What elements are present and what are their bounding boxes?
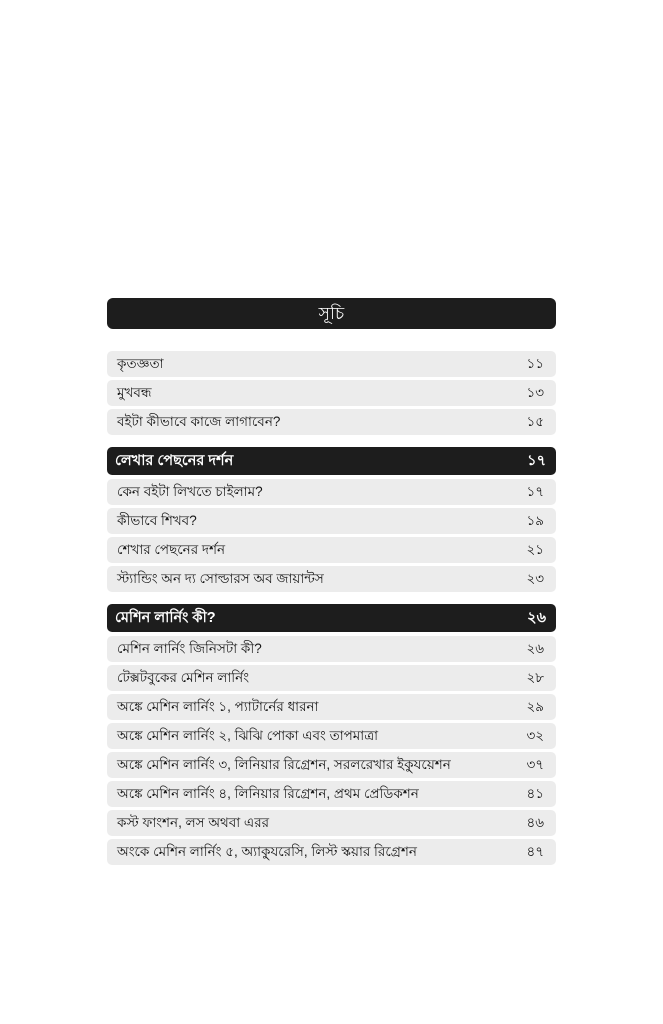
toc-entry-row[interactable] <box>107 380 556 406</box>
toc-entry-row[interactable] <box>107 839 556 865</box>
table-of-contents <box>107 298 556 868</box>
toc-entry-row[interactable] <box>107 479 556 505</box>
toc-entry-label: বইটা কীভাবে কাজে লাগাবেন? <box>117 414 281 430</box>
toc-page-number: ৩২ <box>526 728 544 744</box>
toc-entry-row[interactable] <box>107 566 556 592</box>
toc-page-number: ২৯ <box>526 699 544 715</box>
toc-entry-row[interactable] <box>107 636 556 662</box>
toc-page-number: ২৮ <box>526 670 544 686</box>
toc-entry-row[interactable] <box>107 810 556 836</box>
toc-page-number: ১৭ <box>526 484 544 500</box>
toc-page-number: ২৩ <box>526 571 544 587</box>
toc-entry-label: কেন বইটা লিখতে চাইলাম? <box>117 484 263 500</box>
toc-page-number: ১৭ <box>527 452 546 469</box>
toc-entry-label: মেশিন লার্নিং জিনিসটা কী? <box>117 641 262 657</box>
toc-entry-label: অঙ্কে মেশিন লার্নিং ৪, লিনিয়ার রিগ্রেশন, প্রথম প্রেডিকশন <box>117 786 419 802</box>
toc-page-number: ১৩ <box>526 385 544 401</box>
toc-section-label: লেখার পেছনের দর্শন <box>115 452 234 469</box>
toc-entry-label: টেক্সটবুকের মেশিন লার্নিং <box>117 670 250 686</box>
toc-entry-label: অংকে মেশিন লার্নিং ৫, অ্যাকু্যরেসি, লিস্ট স্কয়ার রিগ্রেশন <box>117 844 417 860</box>
toc-section-row[interactable] <box>107 447 556 475</box>
toc-page-number: ৩৭ <box>526 757 544 773</box>
toc-page-number: ৪১ <box>526 786 544 802</box>
toc-page-number: ২১ <box>526 542 544 558</box>
toc-entry-label: কস্ট ফাংশন, লস অথবা এরর <box>117 815 270 831</box>
toc-page-number: ২৬ <box>526 641 544 657</box>
toc-entry-label: কীভাবে শিখব? <box>117 513 197 529</box>
toc-entry-row[interactable] <box>107 665 556 691</box>
toc-page-number: ১৯ <box>526 513 544 529</box>
toc-page-number: ১৫ <box>526 414 544 430</box>
toc-entry-label: কৃতজ্ঞতা <box>117 356 164 372</box>
toc-entry-label: স্ট্যান্ডিং অন দ্য সোল্ডারস অব জায়ান্টস <box>117 571 324 587</box>
toc-entry-row[interactable] <box>107 537 556 563</box>
toc-entry-row[interactable] <box>107 694 556 720</box>
toc-row-list <box>107 351 556 865</box>
toc-entry-row[interactable] <box>107 752 556 778</box>
toc-title-bar <box>107 298 556 329</box>
toc-section-label: মেশিন লার্নিং কী? <box>115 609 216 626</box>
toc-entry-label: অঙ্কে মেশিন লার্নিং ১, প্যাটার্নের ধারনা <box>117 699 319 715</box>
toc-entry-label: অঙ্কে মেশিন লার্নিং ২, ঝিঝি পোকা এবং তাপমাত্রা <box>117 728 379 744</box>
toc-entry-row[interactable] <box>107 351 556 377</box>
toc-entry-row[interactable] <box>107 508 556 534</box>
toc-entry-label: অঙ্কে মেশিন লার্নিং ৩, লিনিয়ার রিগ্রেশন, সরলরেখার ইকু্যয়েশন <box>117 757 451 773</box>
page-title: সূচি <box>318 304 345 323</box>
toc-page-number: ৪৬ <box>526 815 544 831</box>
toc-section-row[interactable] <box>107 604 556 632</box>
toc-entry-row[interactable] <box>107 723 556 749</box>
toc-entry-row[interactable] <box>107 409 556 435</box>
toc-page-number: ১১ <box>526 356 544 372</box>
toc-page-number: ৪৭ <box>526 844 544 860</box>
toc-page-number: ২৬ <box>527 609 546 626</box>
toc-entry-label: শেখার পেছনের দর্শন <box>117 542 226 558</box>
toc-entry-row[interactable] <box>107 781 556 807</box>
toc-entry-label: মুখবন্ধ <box>117 385 152 401</box>
